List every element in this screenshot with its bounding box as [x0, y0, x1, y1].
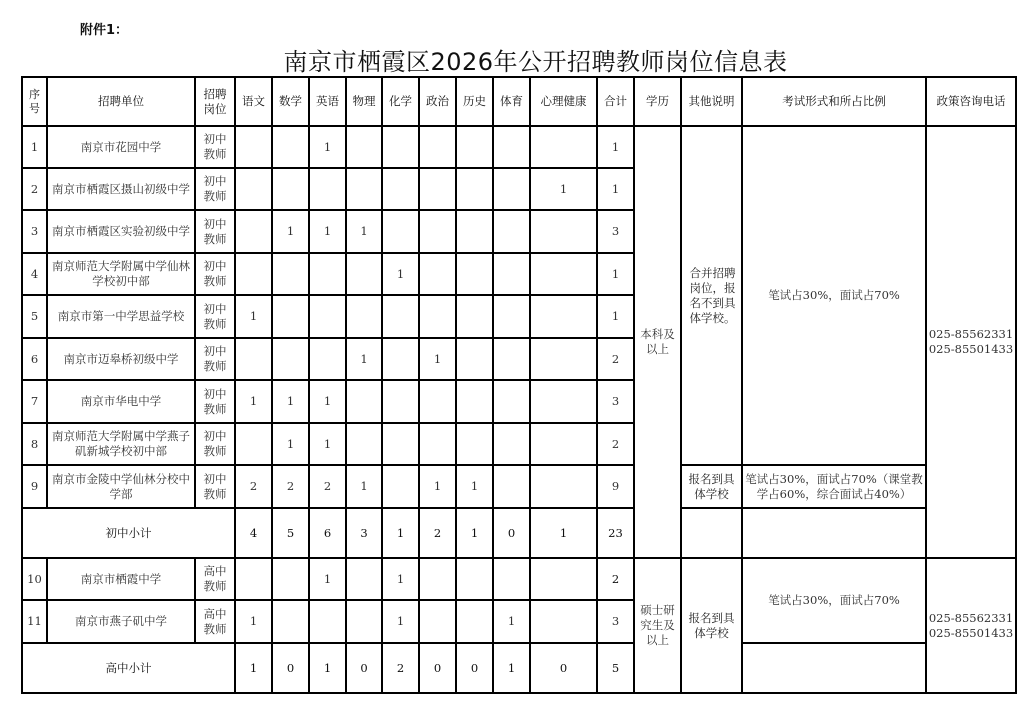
count-chemistry: 1	[382, 600, 419, 643]
count-pe	[493, 168, 530, 210]
count-chinese: 2	[235, 465, 272, 508]
count-english: 1	[309, 126, 346, 168]
count-chinese: 1	[235, 295, 272, 338]
table-row	[22, 126, 1016, 168]
table-row	[22, 558, 1016, 600]
count-chinese	[235, 168, 272, 210]
subtotal-total: 5	[597, 643, 634, 693]
row-index: 10	[22, 558, 47, 600]
count-pe	[493, 380, 530, 423]
header-notes: 其他说明	[681, 77, 742, 126]
count-math: 2	[272, 465, 309, 508]
empty-cell	[742, 643, 926, 693]
row-index: 1	[22, 126, 47, 168]
count-chemistry	[382, 210, 419, 253]
count-english	[309, 600, 346, 643]
count-total: 9	[597, 465, 634, 508]
count-pe: 1	[493, 600, 530, 643]
count-math	[272, 558, 309, 600]
count-chemistry	[382, 380, 419, 423]
count-physics: 1	[346, 465, 382, 508]
count-politics	[419, 295, 456, 338]
recruiting-unit: 南京市第一中学思益学校	[47, 295, 195, 338]
post-type: 初中教师	[195, 253, 235, 295]
count-history	[456, 558, 493, 600]
row9-exam-format: 笔试占30%，面试占70%（课堂教学占60%，综合面试占40%）	[742, 465, 926, 508]
count-physics: 1	[346, 210, 382, 253]
count-english	[309, 253, 346, 295]
phone-number: 025-85562331	[928, 327, 1014, 341]
recruiting-unit: 南京师范大学附属中学燕子矶新城学校初中部	[47, 423, 195, 465]
count-english: 2	[309, 465, 346, 508]
count-psychology	[530, 380, 597, 423]
subtotal-chemistry: 2	[382, 643, 419, 693]
count-pe	[493, 210, 530, 253]
count-politics: 1	[419, 338, 456, 380]
phone-number: 025-85562331	[928, 610, 1014, 625]
count-history	[456, 380, 493, 423]
count-total: 3	[597, 380, 634, 423]
recruiting-unit: 南京师范大学附属中学仙林学校初中部	[47, 253, 195, 295]
count-math	[272, 253, 309, 295]
count-chinese	[235, 253, 272, 295]
count-math	[272, 338, 309, 380]
count-psychology	[530, 338, 597, 380]
count-total: 2	[597, 423, 634, 465]
post-type: 初中教师	[195, 380, 235, 423]
count-psychology: 1	[530, 168, 597, 210]
row-index: 6	[22, 338, 47, 380]
count-chinese	[235, 210, 272, 253]
count-total: 3	[597, 210, 634, 253]
row-index: 8	[22, 423, 47, 465]
junior-subtotal-row	[22, 508, 1016, 558]
row-index: 11	[22, 600, 47, 643]
count-politics	[419, 126, 456, 168]
recruiting-unit: 南京市华电中学	[47, 380, 195, 423]
count-chemistry	[382, 465, 419, 508]
header-subject-chemistry: 化学	[382, 77, 419, 126]
subtotal-politics: 0	[419, 643, 456, 693]
count-psychology	[530, 423, 597, 465]
subtotal-psychology: 1	[530, 508, 597, 558]
count-politics	[419, 380, 456, 423]
post-type: 初中教师	[195, 126, 235, 168]
header-total: 合计	[597, 77, 634, 126]
count-english	[309, 168, 346, 210]
count-physics	[346, 253, 382, 295]
count-chinese	[235, 558, 272, 600]
count-history	[456, 210, 493, 253]
post-type: 高中教师	[195, 558, 235, 600]
header-row	[22, 77, 1016, 126]
count-psychology	[530, 558, 597, 600]
count-english: 1	[309, 423, 346, 465]
subtotal-english: 1	[309, 643, 346, 693]
header-subject-english: 英语	[309, 77, 346, 126]
count-history	[456, 126, 493, 168]
recruiting-unit: 南京市栖霞区实验初级中学	[47, 210, 195, 253]
count-math	[272, 126, 309, 168]
count-psychology	[530, 295, 597, 338]
count-chemistry	[382, 126, 419, 168]
count-total: 3	[597, 600, 634, 643]
senior-exam-format: 笔试占30%，面试占70%	[742, 558, 926, 643]
recruitment-table	[21, 76, 1017, 694]
header-subject-history: 历史	[456, 77, 493, 126]
table-row	[22, 465, 1016, 508]
count-chemistry: 1	[382, 558, 419, 600]
count-chinese: 1	[235, 380, 272, 423]
count-math: 1	[272, 423, 309, 465]
count-physics	[346, 380, 382, 423]
count-politics	[419, 423, 456, 465]
post-type: 初中教师	[195, 423, 235, 465]
count-chinese	[235, 126, 272, 168]
header-exam: 考试形式和所占比例	[742, 77, 926, 126]
count-total: 1	[597, 126, 634, 168]
subtotal-chinese: 1	[235, 643, 272, 693]
subtotal-math: 0	[272, 643, 309, 693]
count-total: 1	[597, 168, 634, 210]
empty-cell	[681, 508, 742, 558]
count-math	[272, 168, 309, 210]
document-title: 南京市栖霞区2026年公开招聘教师岗位信息表	[283, 48, 788, 76]
header-education: 学历	[634, 77, 681, 126]
subtotal-pe: 0	[493, 508, 530, 558]
count-total: 1	[597, 295, 634, 338]
row-index: 2	[22, 168, 47, 210]
phone-number: 025-85501433	[928, 342, 1014, 356]
count-physics	[346, 168, 382, 210]
post-type: 初中教师	[195, 465, 235, 508]
row-index: 4	[22, 253, 47, 295]
count-pe	[493, 338, 530, 380]
post-type: 初中教师	[195, 338, 235, 380]
post-type: 初中教师	[195, 168, 235, 210]
count-history	[456, 600, 493, 643]
subtotal-history: 1	[456, 508, 493, 558]
recruiting-unit: 南京市栖霞中学	[47, 558, 195, 600]
post-type: 初中教师	[195, 210, 235, 253]
count-physics	[346, 423, 382, 465]
subtotal-chinese: 4	[235, 508, 272, 558]
count-history	[456, 338, 493, 380]
count-psychology	[530, 253, 597, 295]
row9-notes: 报名到具体学校	[681, 465, 742, 508]
count-math: 1	[272, 210, 309, 253]
count-pe	[493, 423, 530, 465]
header-subject-pe: 体育	[493, 77, 530, 126]
row-index: 5	[22, 295, 47, 338]
header-subject-psychology: 心理健康	[530, 77, 597, 126]
recruiting-unit: 南京市金陵中学仙林分校中学部	[47, 465, 195, 508]
count-chemistry: 1	[382, 253, 419, 295]
header-subject-chinese: 语文	[235, 77, 272, 126]
count-math	[272, 600, 309, 643]
count-total: 2	[597, 558, 634, 600]
attachment-label: 附件1：	[80, 23, 129, 38]
subtotal-physics: 0	[346, 643, 382, 693]
count-psychology	[530, 126, 597, 168]
count-politics	[419, 600, 456, 643]
count-pe	[493, 295, 530, 338]
count-history	[456, 253, 493, 295]
count-english: 1	[309, 380, 346, 423]
recruiting-unit: 南京市迈皋桥初级中学	[47, 338, 195, 380]
senior-subtotal-row	[22, 643, 1016, 693]
count-math: 1	[272, 380, 309, 423]
junior-policy-phones	[926, 126, 1016, 558]
senior-notes: 报名到具体学校	[681, 558, 742, 693]
post-type: 高中教师	[195, 600, 235, 643]
count-english	[309, 338, 346, 380]
count-total: 2	[597, 338, 634, 380]
count-pe	[493, 126, 530, 168]
count-chemistry	[382, 295, 419, 338]
row-index: 3	[22, 210, 47, 253]
count-english	[309, 295, 346, 338]
count-pe	[493, 558, 530, 600]
count-history	[456, 295, 493, 338]
subtotal-math: 5	[272, 508, 309, 558]
count-psychology	[530, 600, 597, 643]
count-english: 1	[309, 210, 346, 253]
count-politics	[419, 168, 456, 210]
subtotal-total: 23	[597, 508, 634, 558]
subtotal-history: 0	[456, 643, 493, 693]
count-physics	[346, 558, 382, 600]
junior-notes-merged: 合并招聘岗位，报名不到具体学校。	[681, 126, 742, 465]
count-english: 1	[309, 558, 346, 600]
senior-policy-phones	[926, 558, 1016, 693]
junior-exam-format: 笔试占30%，面试占70%	[742, 126, 926, 465]
subtotal-chemistry: 1	[382, 508, 419, 558]
header-subject-politics: 政治	[419, 77, 456, 126]
recruiting-unit: 南京市栖霞区摄山初级中学	[47, 168, 195, 210]
count-chinese	[235, 423, 272, 465]
recruiting-unit: 南京市燕子矶中学	[47, 600, 195, 643]
count-chemistry	[382, 168, 419, 210]
count-physics	[346, 126, 382, 168]
count-pe	[493, 465, 530, 508]
header-subject-physics: 物理	[346, 77, 382, 126]
junior-education-requirement: 本科及以上	[634, 126, 681, 558]
count-politics	[419, 210, 456, 253]
count-physics	[346, 600, 382, 643]
header-subject-math: 数学	[272, 77, 309, 126]
senior-subtotal-label: 高中小计	[22, 643, 235, 693]
header-post: 招聘岗位	[195, 77, 235, 126]
count-history: 1	[456, 465, 493, 508]
count-physics	[346, 295, 382, 338]
subtotal-english: 6	[309, 508, 346, 558]
count-chemistry	[382, 338, 419, 380]
count-physics: 1	[346, 338, 382, 380]
subtotal-pe: 1	[493, 643, 530, 693]
count-chinese: 1	[235, 600, 272, 643]
subtotal-psychology: 0	[530, 643, 597, 693]
count-psychology	[530, 465, 597, 508]
empty-cell	[742, 508, 926, 558]
count-politics	[419, 558, 456, 600]
header-phone: 政策咨询电话	[926, 77, 1016, 126]
junior-subtotal-label: 初中小计	[22, 508, 235, 558]
count-politics: 1	[419, 465, 456, 508]
count-history	[456, 168, 493, 210]
recruiting-unit: 南京市花园中学	[47, 126, 195, 168]
phone-number: 025-85501433	[928, 625, 1014, 640]
row-index: 9	[22, 465, 47, 508]
senior-education-requirement: 硕士研究生及以上	[634, 558, 681, 693]
count-chemistry	[382, 423, 419, 465]
count-total: 1	[597, 253, 634, 295]
count-pe	[493, 253, 530, 295]
count-math	[272, 295, 309, 338]
count-history	[456, 423, 493, 465]
count-chinese	[235, 338, 272, 380]
subtotal-politics: 2	[419, 508, 456, 558]
subtotal-physics: 3	[346, 508, 382, 558]
count-psychology	[530, 210, 597, 253]
header-unit: 招聘单位	[47, 77, 195, 126]
post-type: 初中教师	[195, 295, 235, 338]
row-index: 7	[22, 380, 47, 423]
header-index: 序号	[22, 77, 47, 126]
count-politics	[419, 253, 456, 295]
